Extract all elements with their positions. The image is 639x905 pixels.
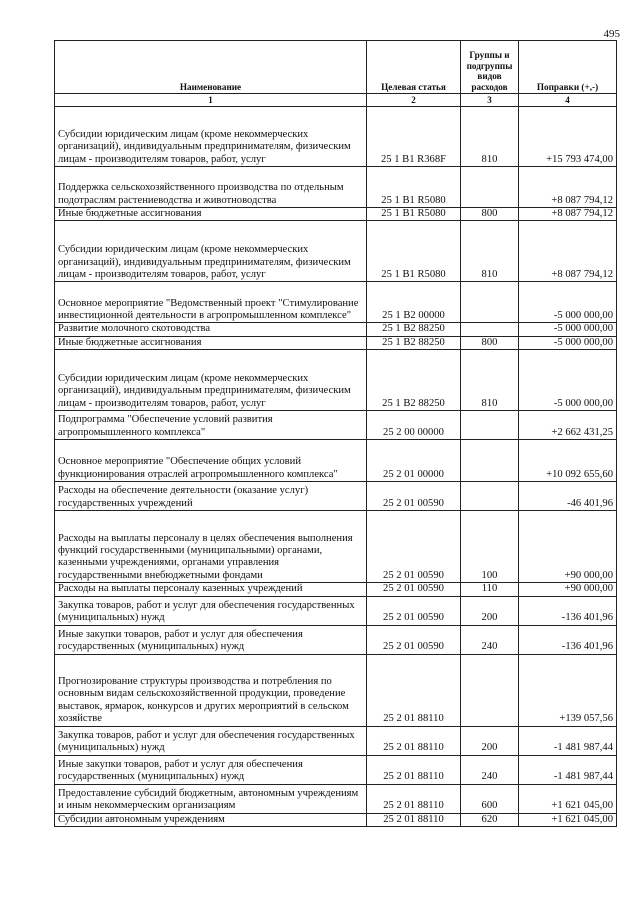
row-name: Иные закупки товаров, работ и услуг для обеспечения государственных (муниципальных) нужд — [55, 755, 367, 784]
row-amendment: +8 087 794,12 — [519, 221, 617, 282]
row-group: 600 — [461, 784, 519, 813]
row-amendment: -5 000 000,00 — [519, 336, 617, 349]
table-row — [55, 625, 617, 654]
row-amendment: +90 000,00 — [519, 583, 617, 596]
row-amendment: -46 401,96 — [519, 482, 617, 511]
header-name: Наименование — [55, 41, 367, 94]
table-row — [55, 221, 617, 282]
row-target: 25 2 01 00000 — [367, 440, 461, 482]
table-row — [55, 784, 617, 813]
row-target: 25 2 01 88110 — [367, 654, 461, 726]
row-target: 25 1 B1 R5080 — [367, 167, 461, 208]
row-amendment: -136 401,96 — [519, 625, 617, 654]
table-row — [55, 583, 617, 596]
row-amendment: +1 621 045,00 — [519, 813, 617, 826]
table-row — [55, 107, 617, 167]
table-header-row — [55, 41, 617, 94]
row-name: Субсидии автономным учреждениям — [55, 813, 367, 826]
table-row — [55, 336, 617, 349]
row-group: 200 — [461, 726, 519, 755]
table-row — [55, 208, 617, 221]
row-name: Расходы на выплаты персоналу в целях обеспечения выполнения функций государственными (муниципальными) органами, казенными учреждениями, органами управления государственными внебюджетными фондами — [55, 511, 367, 583]
row-amendment: -5 000 000,00 — [519, 350, 617, 411]
row-target: 25 1 B2 88250 — [367, 350, 461, 411]
row-name: Иные закупки товаров, работ и услуг для обеспечения государственных (муниципальных) нужд — [55, 625, 367, 654]
row-target: 25 2 01 00590 — [367, 625, 461, 654]
row-name: Субсидии юридическим лицам (кроме некоммерческих организаций), индивидуальным предпринимателям, физическим лицам - производителям товаров, работ, услуг — [55, 107, 367, 167]
table-row — [55, 282, 617, 323]
table-column-number-row — [55, 94, 617, 107]
row-group: 100 — [461, 511, 519, 583]
table-row — [55, 755, 617, 784]
row-target: 25 2 01 00590 — [367, 482, 461, 511]
row-target: 25 2 01 88110 — [367, 813, 461, 826]
table-row — [55, 596, 617, 625]
row-target: 25 2 01 88110 — [367, 784, 461, 813]
row-group: 200 — [461, 596, 519, 625]
row-group: 240 — [461, 625, 519, 654]
row-group: 810 — [461, 107, 519, 167]
page-number: 495 — [603, 28, 620, 40]
table-row — [55, 654, 617, 726]
row-name: Основное мероприятие "Обеспечение общих условий функционирования отраслей агропромышленного комплекса" — [55, 440, 367, 482]
row-group — [461, 440, 519, 482]
row-group — [461, 323, 519, 336]
row-target: 25 2 01 88110 — [367, 726, 461, 755]
row-name: Расходы на выплаты персоналу казенных учреждений — [55, 583, 367, 596]
row-name: Иные бюджетные ассигнования — [55, 208, 367, 221]
table-row — [55, 411, 617, 440]
row-amendment: +1 621 045,00 — [519, 784, 617, 813]
row-name: Основное мероприятие "Ведомственный проект "Стимулирование инвестиционной деятельности в агропромышленном комплексе" — [55, 282, 367, 323]
row-group — [461, 654, 519, 726]
row-target: 25 2 01 88110 — [367, 755, 461, 784]
row-amendment: +2 662 431,25 — [519, 411, 617, 440]
table-row — [55, 440, 617, 482]
row-group — [461, 411, 519, 440]
column-number-1: 1 — [55, 94, 367, 107]
table-row — [55, 511, 617, 583]
row-name: Развитие молочного скотоводства — [55, 323, 367, 336]
row-group: 810 — [461, 221, 519, 282]
row-target: 25 1 B2 88250 — [367, 336, 461, 349]
row-group: 110 — [461, 583, 519, 596]
row-name: Предоставление субсидий бюджетным, автономным учреждениям и иным некоммерческим организациям — [55, 784, 367, 813]
row-group — [461, 282, 519, 323]
row-amendment: +10 092 655,60 — [519, 440, 617, 482]
row-name: Закупка товаров, работ и услуг для обеспечения государственных (муниципальных) нужд — [55, 726, 367, 755]
row-target: 25 2 01 00590 — [367, 583, 461, 596]
budget-amendments-table — [54, 40, 617, 827]
row-name: Прогнозирование структуры производства и потребления по основным видам сельскохозяйственной продукции, проведение выставок, ярмарок, конкурсов и других мероприятий в сельском хозяйстве — [55, 654, 367, 726]
row-group — [461, 167, 519, 208]
row-group: 800 — [461, 336, 519, 349]
row-amendment: -5 000 000,00 — [519, 323, 617, 336]
table-row — [55, 482, 617, 511]
row-amendment: +8 087 794,12 — [519, 208, 617, 221]
column-number-3: 3 — [461, 94, 519, 107]
row-group — [461, 482, 519, 511]
header-amendment: Поправки (+,-) — [519, 41, 617, 94]
row-target: 25 1 B1 R368F — [367, 107, 461, 167]
row-name: Субсидии юридическим лицам (кроме некоммерческих организаций), индивидуальным предпринимателям, физическим лицам - производителям товаров, работ, услуг — [55, 350, 367, 411]
table-row — [55, 350, 617, 411]
row-name: Закупка товаров, работ и услуг для обеспечения государственных (муниципальных) нужд — [55, 596, 367, 625]
row-target: 25 1 B1 R5080 — [367, 221, 461, 282]
table-row — [55, 726, 617, 755]
row-name: Поддержка сельскохозяйственного производства по отдельным подотраслям растениеводства и животноводства — [55, 167, 367, 208]
header-group: Группы и подгруппы видов расходов — [461, 41, 519, 94]
row-group: 810 — [461, 350, 519, 411]
row-group: 240 — [461, 755, 519, 784]
row-group: 800 — [461, 208, 519, 221]
row-amendment: +15 793 474,00 — [519, 107, 617, 167]
row-name: Подпрограмма "Обеспечение условий развития агропромышленного комплекса" — [55, 411, 367, 440]
row-name: Иные бюджетные ассигнования — [55, 336, 367, 349]
row-amendment: -5 000 000,00 — [519, 282, 617, 323]
row-group: 620 — [461, 813, 519, 826]
row-amendment: +139 057,56 — [519, 654, 617, 726]
table-row — [55, 813, 617, 826]
row-target: 25 1 B2 00000 — [367, 282, 461, 323]
row-name: Расходы на обеспечение деятельности (оказание услуг) государственных учреждений — [55, 482, 367, 511]
row-amendment: +8 087 794,12 — [519, 167, 617, 208]
row-amendment: -1 481 987,44 — [519, 755, 617, 784]
row-amendment: -136 401,96 — [519, 596, 617, 625]
row-target: 25 1 B2 88250 — [367, 323, 461, 336]
row-target: 25 1 B1 R5080 — [367, 208, 461, 221]
row-target: 25 2 01 00590 — [367, 511, 461, 583]
table-row — [55, 323, 617, 336]
table-row — [55, 167, 617, 208]
row-amendment: -1 481 987,44 — [519, 726, 617, 755]
row-target: 25 2 00 00000 — [367, 411, 461, 440]
row-name: Субсидии юридическим лицам (кроме некоммерческих организаций), индивидуальным предпринимателям, физическим лицам - производителям товаров, работ, услуг — [55, 221, 367, 282]
row-amendment: +90 000,00 — [519, 511, 617, 583]
column-number-2: 2 — [367, 94, 461, 107]
header-target: Целевая статья — [367, 41, 461, 94]
column-number-4: 4 — [519, 94, 617, 107]
row-target: 25 2 01 00590 — [367, 596, 461, 625]
